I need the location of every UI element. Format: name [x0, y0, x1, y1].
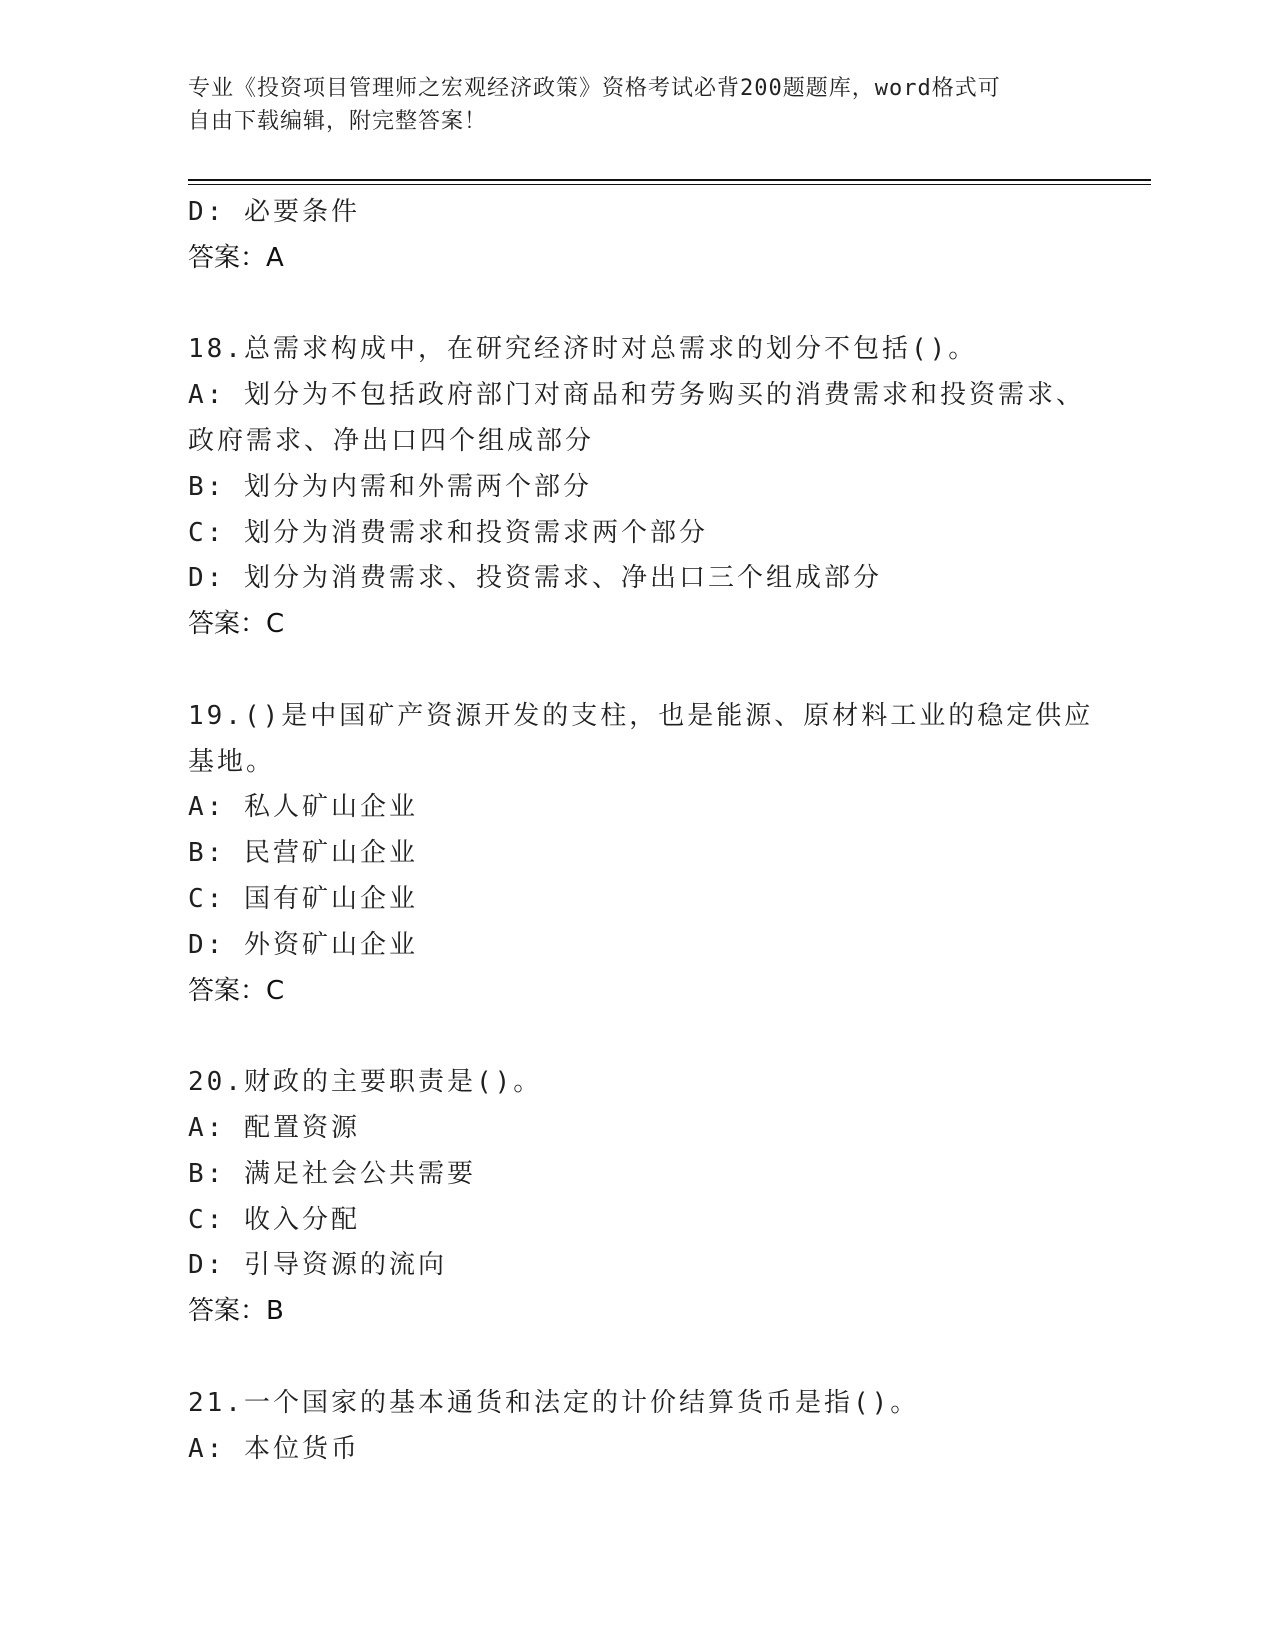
q18-option-c: C: 划分为消费需求和投资需求两个部分 [188, 517, 708, 548]
q20-option-c: C: 收入分配 [188, 1204, 360, 1235]
header-line-1: 专业《投资项目管理师之宏观经济政策》资格考试必背200题题库，word格式可 [188, 76, 1001, 101]
q18-option-b: B: 划分为内需和外需两个部分 [188, 471, 592, 502]
q20-option-a: A: 配置资源 [188, 1112, 360, 1143]
q17-option-d: D: 必要条件 [188, 197, 360, 227]
header-divider-thick [188, 179, 1151, 181]
q18-option-a-line1: A: 划分为不包括政府部门对商品和劳务购买的消费需求和投资需求、 [188, 380, 1085, 411]
header-divider-thin [188, 184, 1151, 185]
q18-stem: 18.总需求构成中，在研究经济时对总需求的划分不包括()。 [188, 334, 978, 365]
document-header [188, 72, 1068, 138]
spacer [188, 648, 1088, 694]
q18-option-a-line2: 政府需求、净出口四个组成部分 [188, 425, 595, 456]
q19-option-b: B: 民营矿山企业 [188, 838, 418, 869]
q19-option-d: D: 外资矿山企业 [188, 929, 418, 960]
q20-stem: 20.财政的主要职责是()。 [188, 1067, 543, 1098]
spacer [188, 1335, 1088, 1381]
header-line-2: 自由下载编辑，附完整答案！ [188, 109, 488, 134]
q21-option-a: A: 本位货币 [188, 1433, 360, 1464]
q18-option-d: D: 划分为消费需求、投资需求、净出口三个组成部分 [188, 563, 882, 594]
q19-option-a: A: 私人矿山企业 [188, 792, 418, 823]
q18-answer: 答案：C [188, 609, 285, 640]
question-list [188, 190, 1094, 1472]
q21-stem: 21.一个国家的基本通货和法定的计价结算货币是指()。 [188, 1387, 920, 1418]
q19-option-c: C: 国有矿山企业 [188, 883, 418, 914]
q19-answer: 答案：C [188, 975, 285, 1006]
q19-stem-line2: 基地。 [188, 746, 276, 777]
spacer [188, 282, 1088, 328]
q20-option-d: D: 引导资源的流向 [188, 1250, 447, 1281]
q20-option-b: B: 满足社会公共需要 [188, 1158, 476, 1189]
q19-stem-line1: 19.()是中国矿产资源开发的支柱，也是能源、原材料工业的稳定供应 [188, 700, 1094, 731]
spacer [188, 1014, 1088, 1060]
q17-answer: 答案：A [188, 242, 284, 273]
q20-answer: 答案：B [188, 1296, 284, 1327]
